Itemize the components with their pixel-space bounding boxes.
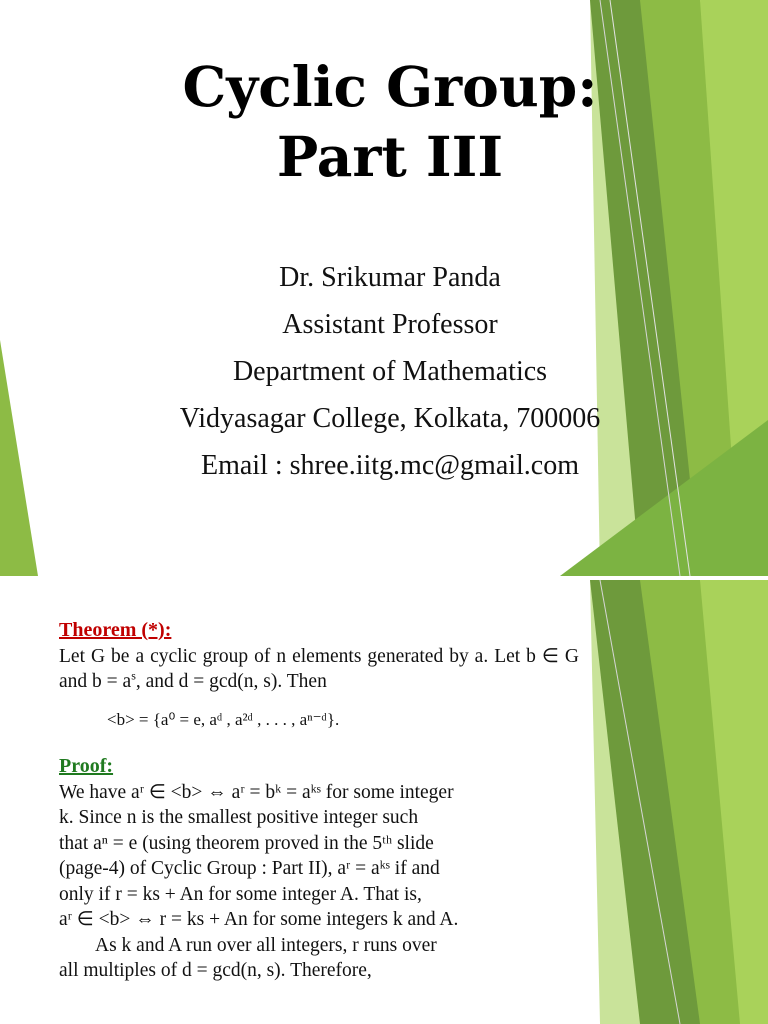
author-name: Dr. Srikumar Panda <box>279 262 501 293</box>
proof-line: (page-4) of Cyclic Group : Part II), aʳ = aᵏˢ if and <box>59 858 440 879</box>
author-position: Assistant Professor <box>282 309 498 340</box>
proof-line: only if r = ks + An for some integer A. That is, <box>59 883 422 905</box>
theorem-text: Let G be a cyclic group of n elements generated by a. Let b ∈ G and b = a <box>59 645 579 692</box>
theorem-slide <box>0 580 768 1024</box>
author-college: Vidyasagar College, Kolkata, 700006 <box>179 403 601 434</box>
slide-title <box>0 52 768 192</box>
theorem-tail: , and d = gcd(n, s). Then <box>135 671 327 692</box>
proof-line <box>59 933 579 959</box>
author-email: Email : shree.iitg.mc@gmail.com <box>200 450 580 481</box>
theorem-equation: <b> = {a⁰ = e, aᵈ , a²ᵈ , . . . , aⁿ⁻ᵈ}. <box>107 709 340 729</box>
proof-line: all multiples of d = gcd(n, s). Therefore, <box>59 960 372 981</box>
title-line-1: Cyclic Group: <box>182 54 598 119</box>
author-info <box>0 254 768 489</box>
proof-line: that aⁿ = e (using theorem proved in the 5ᵗʰ slide <box>59 832 434 854</box>
author-department: Department of Mathematics <box>232 356 548 387</box>
proof-line: We have aʳ ∈ <b> ⇔ aʳ = bᵏ = aᵏˢ for some integer <box>59 781 454 803</box>
proof-line: k. Since n is the smallest positive integer such <box>59 807 419 828</box>
proof-line: aʳ ∈ <b> ⇔ r = ks + An for some integers k and A. <box>59 909 459 930</box>
title-line-2: Part III <box>276 124 504 189</box>
theorem-heading: Theorem (*): <box>59 619 172 641</box>
theorem-sup: s <box>131 668 136 683</box>
slide-body <box>59 618 579 984</box>
proof-text <box>59 780 579 984</box>
proof-line-text: As k and A run over all integers, r runs over <box>95 934 437 956</box>
theorem-statement <box>59 644 579 695</box>
proof-heading: Proof: <box>59 755 114 777</box>
